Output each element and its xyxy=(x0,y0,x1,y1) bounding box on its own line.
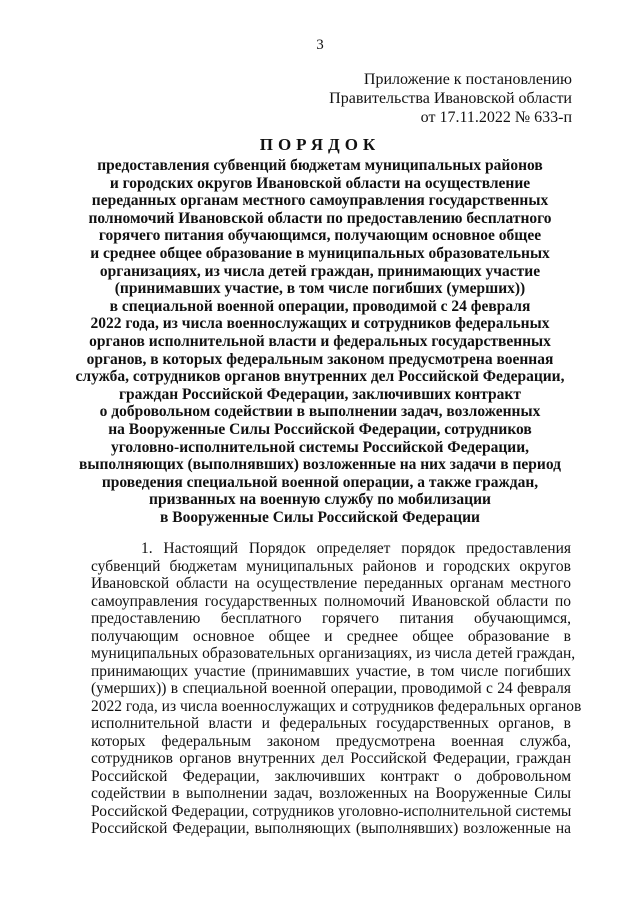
subtitle-line: горячего питания обучающимся, получающим основное общее xyxy=(98,227,542,245)
body-line: получающим основное общее и среднее общее образование в xyxy=(91,627,571,645)
body-line: содействии в выполнении задач, возложенных на Вооруженные Силы xyxy=(91,785,571,802)
body-line: предоставлению бесплатного горячего питания обучающимся, xyxy=(91,610,571,627)
subtitle-line: в специальной военной операции, проводимой с 24 февраля xyxy=(109,297,531,315)
body-line: 1. Настоящий Порядок определяет порядок предоставления xyxy=(141,540,571,557)
body-line: исполнительной власти и федеральных государственных органов, в xyxy=(91,715,571,732)
body-line: муниципальных образовательных организациях, из числа детей граждан, xyxy=(91,645,576,662)
body-line: принимающих участие (принимавших участие, в том числе погибших xyxy=(91,662,571,680)
subtitle-line: переданных органам местного самоуправления государственных xyxy=(91,192,549,210)
subtitle-line: уголовно-исполнительной системы Российской Федерации, xyxy=(110,438,529,456)
body-line: Ивановской области на осуществление переданных органам местного xyxy=(91,575,571,592)
subtitle-line: полномочий Ивановской области по предоставлению бесплатного xyxy=(88,209,552,227)
subtitle-line: граждан Российской Федерации, заключивших контракт xyxy=(119,385,521,403)
subtitle-line: проведения специальной военной операции, а также граждан, xyxy=(101,473,539,491)
document-subtitle xyxy=(0,157,640,526)
subtitle-line: организациях, из числа детей граждан, принимающих участие xyxy=(99,262,541,280)
body-line: (умерших)) в специальной военной операции, проводимой с 24 февраля xyxy=(91,680,571,697)
document-title: ПОРЯДОК xyxy=(259,135,381,154)
subtitle-line: о добровольном содействии в выполнении задач, возложенных xyxy=(99,403,541,421)
body-line: самоуправления государственных полномочий Ивановской области по xyxy=(91,592,571,610)
subtitle-line: 2022 года, из числа военнослужащих и сотрудников федеральных xyxy=(90,315,550,333)
subtitle-line: в Вооруженные Силы Российской Федерации xyxy=(160,508,480,526)
subtitle-line: органов исполнительной власти и федеральных государственных xyxy=(89,332,551,350)
body-line: сотрудников органов внутренних дел Российской Федерации, граждан xyxy=(91,750,571,767)
appendix-line: Приложение к постановлению xyxy=(363,71,572,88)
body-paragraph xyxy=(91,540,582,838)
body-line: Российской Федерации, выполняющих (выполнявших) возложенные на xyxy=(91,820,571,837)
appendix-header xyxy=(329,70,572,127)
body-line: субвенций бюджетам муниципальных районов и городских округов xyxy=(91,557,571,575)
body-line: Российской Федерации, заключивших контракт о добровольном xyxy=(91,767,571,785)
body-line: которых федеральным законом предусмотрена военная служба, xyxy=(91,732,571,750)
subtitle-line: предоставления субвенций бюджетам муниципальных районов xyxy=(97,157,543,174)
page-number: 3 xyxy=(316,37,324,53)
appendix-line: Правительства Ивановской области xyxy=(329,90,572,107)
subtitle-line: служба, сотрудников органов внутренних дел Российской Федерации, xyxy=(75,368,565,386)
subtitle-line: на Вооруженные Силы Российской Федерации, сотрудников xyxy=(108,420,532,438)
body-line: Российской Федерации, сотрудников уголовно-исполнительной системы xyxy=(91,802,572,820)
subtitle-line: призванных на военную службу по мобилизации xyxy=(149,491,491,509)
appendix-line: от 17.11.2022 № 633-п xyxy=(420,109,572,126)
subtitle-line: выполняющих (выполнявших) возложенные на них задачи в период xyxy=(79,456,561,474)
body-line: 2022 года, из числа военнослужащих и сотрудников федеральных органов xyxy=(91,697,582,715)
subtitle-line: органов, в которых федеральным законом предусмотрена военная xyxy=(86,350,554,368)
subtitle-line: и городских округов Ивановской области на осуществление xyxy=(109,174,531,192)
subtitle-line: и среднее общее образование в муниципальных образовательных xyxy=(90,244,550,262)
subtitle-line: (принимавших участие, в том числе погибших (умерших)) xyxy=(114,280,526,298)
